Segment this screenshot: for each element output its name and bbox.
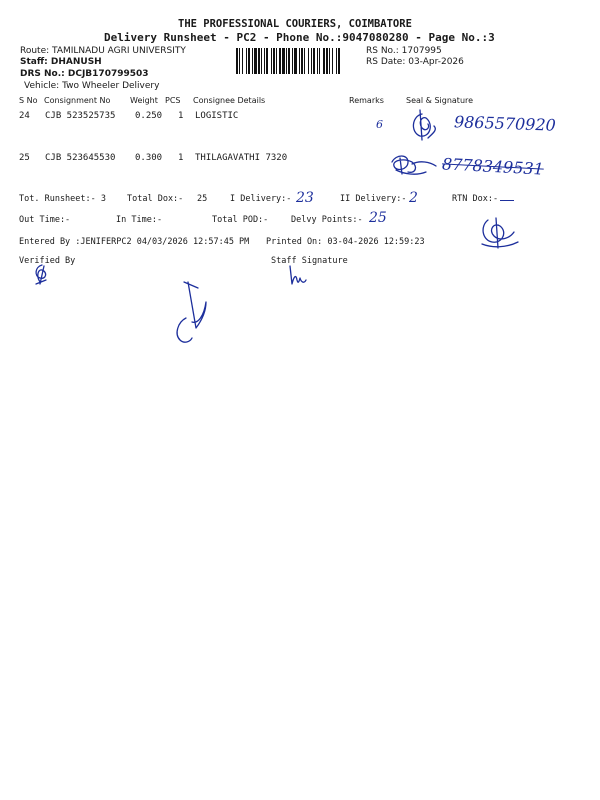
col-header-sno: S No xyxy=(19,96,38,105)
ii-delivery-label: II Delivery:- xyxy=(340,194,407,204)
barcode-bar xyxy=(271,48,272,74)
col-header-consignment: Consignment No xyxy=(44,96,111,105)
rtn-dox-dash xyxy=(500,200,514,201)
row-25-signature xyxy=(386,150,442,180)
row-remark-handwritten: 6 xyxy=(376,118,383,131)
col-header-weight: Weight xyxy=(130,96,158,105)
barcode-bar xyxy=(294,48,297,74)
barcode-bar xyxy=(311,48,312,74)
verified-by-label: Verified By xyxy=(19,256,76,266)
row-phone-handwritten: 8778349531 xyxy=(441,154,545,179)
barcode-bar xyxy=(292,48,293,74)
barcode-bar xyxy=(279,48,281,74)
delvy-points-handwritten: 25 xyxy=(369,210,387,226)
barcode-bar xyxy=(254,48,257,74)
row-consignment: CJB 523645530 xyxy=(45,153,116,163)
barcode-bar xyxy=(326,48,328,74)
col-header-seal: Seal & Signature xyxy=(406,96,474,105)
row-consignment: CJB 523525735 xyxy=(45,111,116,121)
barcode-bar xyxy=(239,48,240,74)
barcode-bar xyxy=(236,48,238,74)
barcode-bar xyxy=(258,48,260,74)
company-title: THE PROFESSIONAL COURIERS, COIMBATORE xyxy=(178,18,412,30)
barcode-bar xyxy=(261,48,262,74)
rs-date: RS Date: 03-Apr-2026 xyxy=(366,57,464,67)
runsheet-subtitle: Delivery Runsheet - PC2 - Phone No.:9047080280 - Page No.:3 xyxy=(104,31,495,44)
drs-number: DRS No.: DCJB170799503 xyxy=(20,69,149,79)
in-time-label: In Time:- xyxy=(116,215,163,225)
barcode-bar xyxy=(276,48,277,74)
col-header-remarks: Remarks xyxy=(349,96,384,105)
row-pcs: 1 xyxy=(178,153,184,163)
route-text: Route: TAMILNADU AGRI UNIVERSITY xyxy=(20,46,186,56)
large-signature xyxy=(168,272,218,352)
row-sno: 25 xyxy=(19,153,30,163)
out-time-label: Out Time:- xyxy=(19,215,71,225)
i-delivery-handwritten: 23 xyxy=(296,190,314,206)
barcode-bar xyxy=(304,48,305,74)
ii-delivery-handwritten: 2 xyxy=(409,190,418,206)
tot-runsheet: Tot. Runsheet:- 3 xyxy=(19,194,106,204)
barcode-bar xyxy=(329,48,330,74)
barcode-bar xyxy=(336,48,337,74)
barcode-bar xyxy=(323,48,325,74)
delvy-points-label: Delvy Points:- xyxy=(291,215,363,225)
printed-on: Printed On: 03-04-2026 12:59:23 xyxy=(266,237,425,247)
barcode-bar xyxy=(338,48,340,74)
row-consignee: THILAGAVATHI 7320 xyxy=(195,153,288,163)
col-header-pcs: PCS xyxy=(165,96,181,105)
barcode-bar xyxy=(273,48,275,74)
total-pod-label: Total POD:- xyxy=(212,215,269,225)
total-dox-value: 25 xyxy=(197,194,208,204)
row-phone-handwritten: 9865570920 xyxy=(453,112,557,135)
barcode-bar xyxy=(252,48,253,74)
row-consignee: LOGISTIC xyxy=(195,111,239,121)
row-weight: 0.250 xyxy=(135,111,163,121)
row-24-signature xyxy=(404,108,450,142)
staff-signature-label: Staff Signature xyxy=(271,256,348,266)
staff-text: Staff: DHANUSH xyxy=(20,57,102,67)
barcode-bar xyxy=(286,48,287,74)
barcode-bar xyxy=(313,48,315,74)
printed-signature xyxy=(474,214,526,254)
barcode-bar xyxy=(242,48,243,74)
barcode-bar xyxy=(266,48,268,74)
row-sno: 24 xyxy=(19,111,30,121)
verified-by-signature xyxy=(30,262,54,288)
barcode-bar xyxy=(317,48,318,74)
barcode-bar xyxy=(319,48,320,74)
barcode-bar xyxy=(264,48,265,74)
i-delivery-label: I Delivery:- xyxy=(230,194,292,204)
total-dox-label: Total Dox:- xyxy=(127,194,184,204)
rtn-dox-label: RTN Dox:- xyxy=(452,194,499,204)
staff-signature xyxy=(284,262,312,288)
barcode-bar xyxy=(299,48,300,74)
barcode-bar xyxy=(301,48,303,74)
barcode xyxy=(236,48,362,74)
entered-by: Entered By :JENIFERPC2 04/03/2026 12:57:45 PM xyxy=(19,237,250,247)
barcode-bar xyxy=(248,48,250,74)
barcode-bar xyxy=(308,48,309,74)
rs-number: RS No.: 1707995 xyxy=(366,46,442,56)
col-header-consignee: Consignee Details xyxy=(193,96,266,105)
vehicle-text: Vehicle: Two Wheeler Delivery xyxy=(24,81,160,91)
row-weight: 0.300 xyxy=(135,153,163,163)
barcode-bar xyxy=(246,48,247,74)
barcode-bar xyxy=(332,48,333,74)
barcode-bar xyxy=(288,48,290,74)
row-pcs: 1 xyxy=(178,111,184,121)
barcode-bar xyxy=(282,48,285,74)
